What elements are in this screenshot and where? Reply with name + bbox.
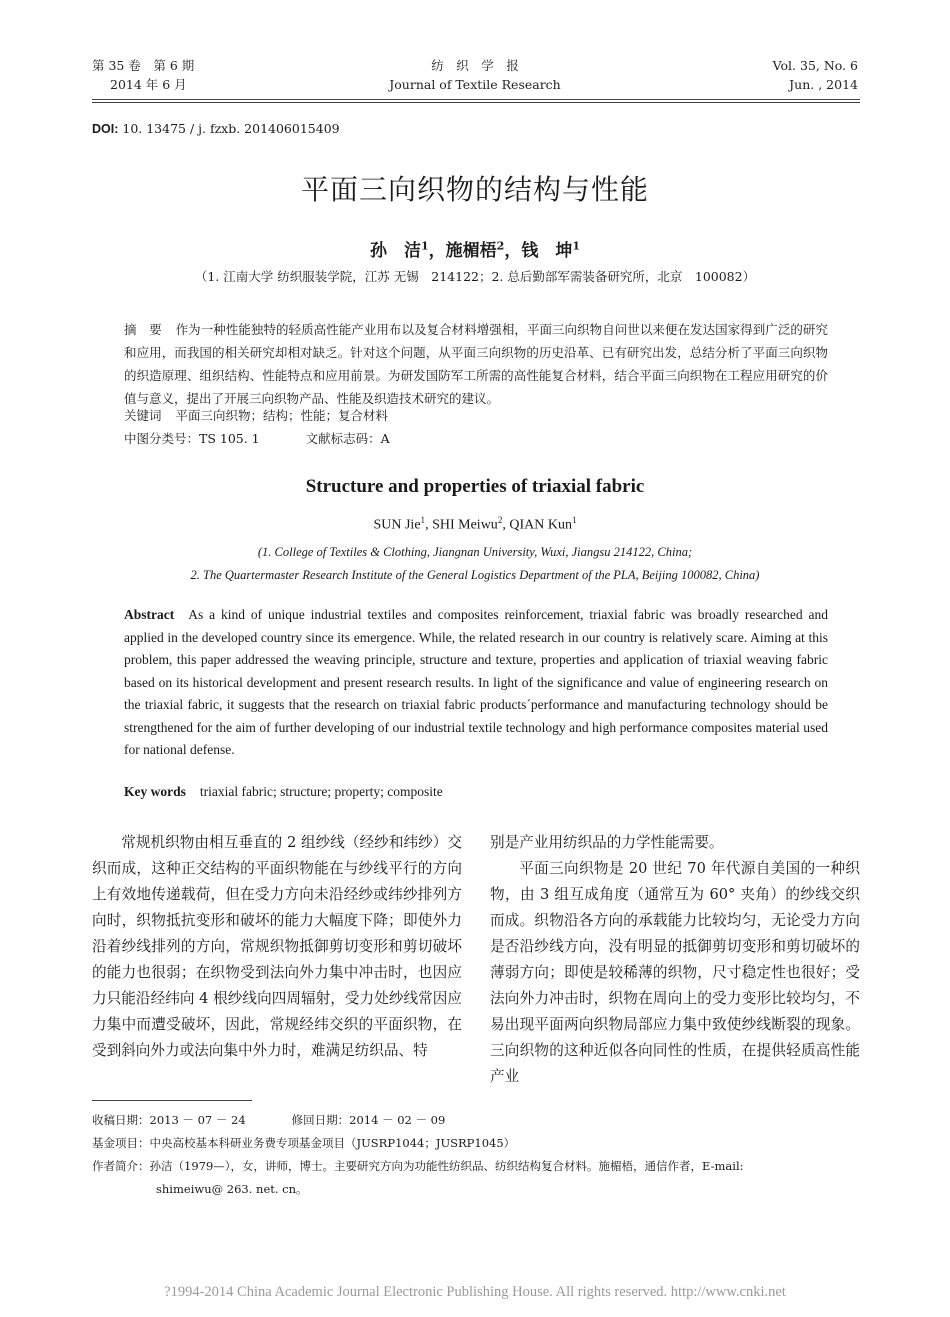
- footnote-author: [92, 1155, 860, 1201]
- body-paragraph: 平面三向织物是 20 世纪 70 年代源自美国的一种织物，由 3 组互成角度（通常互为 60° 夹角）的纱线交织而成。织物沿各方向的承载能力比较均匀，无论受力方向是否沿纱线方向，没有明显的抵御剪切变形和剪切破坏的薄弱方向；即使是较稀薄的织物，尺寸稳定性也很好；受法向外力冲击时，织物在周向上的受力变形比较均匀，不易出现平面两向织物局部应力集中致使纱线断裂的现象。三向织物的这种近似各向同性的性质，在提供轻质高性能产业: [490, 860, 860, 1085]
- title-en: Structure and properties of triaxial fabric: [305, 476, 645, 497]
- author-cn-2: ，施楣梧: [428, 241, 497, 261]
- title-cn: 平面三向织物的结构与性能: [300, 173, 649, 206]
- author-en-3-sup: 1: [571, 515, 577, 525]
- doi: [92, 121, 340, 136]
- author-bio-line2: shimeiwu@ 263. net. cn。: [156, 1182, 308, 1196]
- author-cn-1-sup: 1: [420, 239, 429, 253]
- body-paragraph: 常规机织物由相互垂直的 2 组纱线（经纱和纬纱）交织而成，这种正交结构的平面织物能在与纱线平行的方向上有效地传递载荷，但在受力方向未沿经纱或纬纱排列方向时，织物抵抗变形和破坏的能力大幅度下降；即使外力沿着纱线排列的方向，常规织物抵御剪切变形和剪切破坏的能力也很弱；在织物受到法向外力集中冲击时，也因应力只能沿经纬向 4 根纱线向四周辐射，受力处纱线常因应力集中而遭受破坏，因此，常规经纬交织的平面织物，在受到斜向外力或法向集中外力时，难满足纺织品、特: [92, 834, 462, 1059]
- clc-number: 中图分类号：TS 105. 1: [124, 431, 260, 446]
- keywords-en: [124, 784, 443, 800]
- author-cn-1: 孙 洁: [369, 241, 421, 261]
- classification-cn: [124, 429, 390, 447]
- author-en-1: SUN Jie: [373, 517, 421, 533]
- author-en-3: , QIAN Kun: [502, 517, 572, 533]
- header-rule-bottom: [92, 102, 860, 103]
- body-column-right: [490, 830, 860, 1090]
- revised-date: 修回日期：2014 － 02 － 09: [291, 1113, 446, 1127]
- header-volume-cn: 第 35 卷 第 6 期: [92, 58, 195, 73]
- affiliation-en: [0, 541, 950, 587]
- received-date: 收稿日期：2013 － 07 － 24: [92, 1113, 246, 1127]
- author-cn-2-sup: 2: [496, 239, 505, 253]
- footnote-rule: [92, 1100, 252, 1101]
- affiliation-en-line2: 2. The Quartermaster Research Institute of the General Logistics Department of the PLA, Beijing 100082, China): [190, 568, 760, 582]
- author-cn-3: ，钱 坤: [504, 241, 573, 261]
- keywords-en-text: triaxial fabric; structure; property; composite: [199, 784, 443, 799]
- authors-en: [0, 515, 950, 534]
- journal-name-cn: 纺 织 学 报: [431, 58, 519, 73]
- footnote-dates: [92, 1109, 860, 1132]
- author-en-1-sup: 1: [420, 515, 426, 525]
- footnote-fund: 基金项目：中央高校基本科研业务费专项基金项目（JUSRP1044；JUSRP1045）: [92, 1136, 516, 1150]
- abstract-cn-text: 作为一种性能独特的轻质高性能产业用布以及复合材料增强相，平面三向织物自问世以来便在发达国家得到广泛的研究和应用，而我国的相关研究却相对缺乏。针对这个问题，从平面三向织物的历史沿革、已有研究出发，总结分析了平面三向织物的织造原理、组织结构、性能特点和应用前景。为研发国防军工所需的高性能复合材料，结合平面三向织物在工程应用研究的价值与意义，提出了开展三向织物产品、性能及织造技术研究的建议。: [124, 322, 828, 406]
- abstract-en-text: As a kind of unique industrial textiles and composites reinforcement, triaxial fabric was broadly researched and applied in the developed country since its emergence. While, the related research in our country is relatively scare. Aiming at this problem, this paper addressed the weaving principle, structure and texture, properties and application of triaxial weaving fabric based on its historical development and present research results. In light of the significance and value of engineering research on the triaxial fabric, it suggests that the research on triaxial fabric products´performance and manufacturing technology should be strengthened for the aim of further developing of our industrial textile technology and high performance composites material used for national defense.: [124, 607, 828, 757]
- abstract-cn: [124, 318, 828, 410]
- copyright-notice: ?1994-2014 China Academic Journal Electronic Publishing House. All rights reserved. http://www.cnki.net: [164, 1284, 786, 1300]
- author-en-2: , SHI Meiwu: [425, 517, 498, 533]
- doi-value: 10. 13475 / j. fzxb. 201406015409: [118, 121, 340, 136]
- keywords-cn-text: 平面三向织物；结构；性能；复合材料: [175, 408, 389, 423]
- header-date-cn: 2014 年 6 月: [110, 77, 187, 92]
- doi-label: DOI:: [92, 122, 119, 136]
- author-en-2-sup: 2: [497, 515, 503, 525]
- abstract-en-label: Abstract: [124, 607, 175, 622]
- abstract-en: [124, 604, 828, 762]
- author-cn-3-sup: 1: [572, 239, 581, 253]
- body-paragraph: 别是产业用纺织品的力学性能需要。: [490, 834, 724, 851]
- abstract-cn-label: 摘 要: [124, 322, 162, 337]
- keywords-cn: [124, 406, 388, 424]
- body-column-left: [92, 830, 462, 1064]
- header-rule-top: [92, 99, 860, 100]
- header-volume-en: Vol. 35, No. 6: [772, 58, 858, 73]
- journal-name-en: Journal of Textile Research: [389, 77, 561, 92]
- author-bio-line1: 作者简介：孙洁（1979—），女，讲师，博士。主要研究方向为功能性纺织品、纺织结构复合材料。施楣梧，通信作者，E-mail:: [92, 1159, 744, 1173]
- document-code: 文献标志码：A: [305, 431, 390, 446]
- header-volume-en-block: [773, 56, 858, 94]
- affiliation-cn: （1. 江南大学 纺织服装学院，江苏 无锡 214122；2. 总后勤部军需装备研究所，北京 100082）: [194, 269, 756, 284]
- header-date-en: Jun. , 2014: [789, 77, 858, 92]
- keywords-cn-label: 关键词: [124, 408, 162, 423]
- affiliation-en-line1: (1. College of Textiles & Clothing, Jiangnan University, Wuxi, Jiangsu 214122, China;: [257, 545, 693, 559]
- keywords-en-label: Key words: [124, 784, 186, 799]
- authors-cn: [0, 236, 950, 261]
